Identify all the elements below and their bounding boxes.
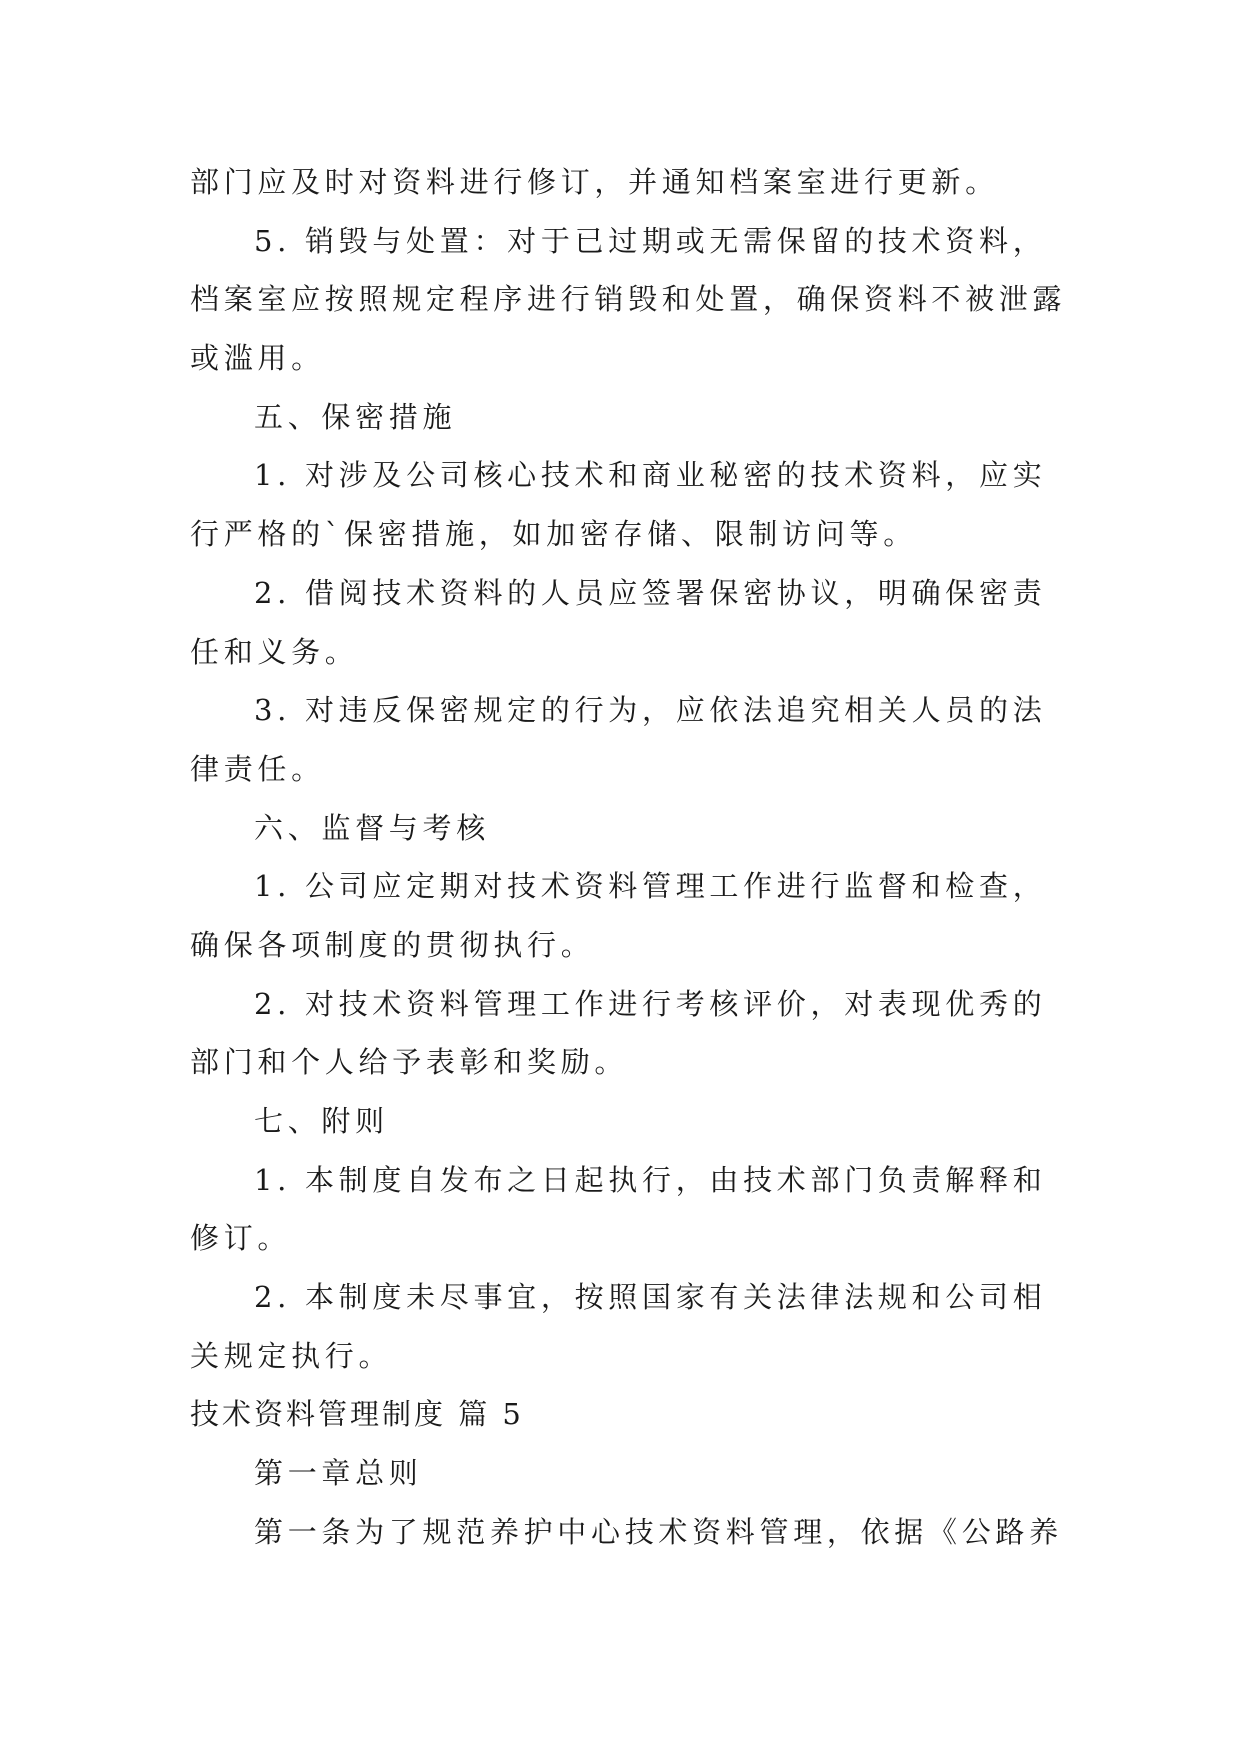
document-body: [190, 153, 1067, 1562]
list-item-3: 3. 对违反保密规定的行为，应依法追究相关人员的法: [254, 693, 1047, 728]
list-item-2: 2. 本制度未尽事宜，按照国家有关法律法规和公司相: [254, 1280, 1047, 1315]
text-line: 或滥用。: [190, 341, 325, 376]
text-line: 行严格的`保密措施，如加密存储、限制访问等。: [190, 517, 917, 552]
text-line: 确保各项制度的贯彻执行。: [190, 927, 595, 962]
text-line: 关规定执行。: [190, 1338, 393, 1373]
text-line: 任和义务。: [190, 634, 359, 669]
section-heading-supervision: 六、监督与考核: [254, 810, 490, 845]
list-item-1: 1. 公司应定期对技术资料管理工作进行监督和检查，: [254, 869, 1047, 904]
text-line: 部门应及时对资料进行修订，并通知档案室进行更新。: [190, 165, 999, 199]
list-item-5: 5. 销毁与处置：对于已过期或无需保留的技术资料，: [254, 223, 1047, 258]
text-line: 修订。: [190, 1221, 292, 1256]
text-line: 律责任。: [190, 751, 325, 786]
list-item-2: 2. 对技术资料管理工作进行考核评价，对表现优秀的: [254, 986, 1047, 1021]
text-line: 档案室应按照规定程序进行销毁和处置，确保资料不被泄露: [190, 282, 1067, 317]
list-item-1: 1. 本制度自发布之日起执行，由技术部门负责解释和: [254, 1162, 1047, 1197]
article-title: 技术资料管理制度 篇 5: [190, 1397, 524, 1432]
text-line: 部门和个人给予表彰和奖励。: [190, 1045, 629, 1080]
list-item-2: 2. 借阅技术资料的人员应签署保密协议，明确保密责: [254, 575, 1047, 610]
section-heading-supplementary: 七、附则: [254, 1104, 389, 1138]
article-clause: 第一条为了规范养护中心技术资料管理，依据《公路养: [254, 1514, 1063, 1549]
list-item-1: 1. 对涉及公司核心技术和商业秘密的技术资料，应实: [254, 458, 1047, 493]
section-heading-confidentiality: 五、保密措施: [254, 399, 457, 434]
chapter-heading: 第一章总则: [254, 1456, 423, 1491]
